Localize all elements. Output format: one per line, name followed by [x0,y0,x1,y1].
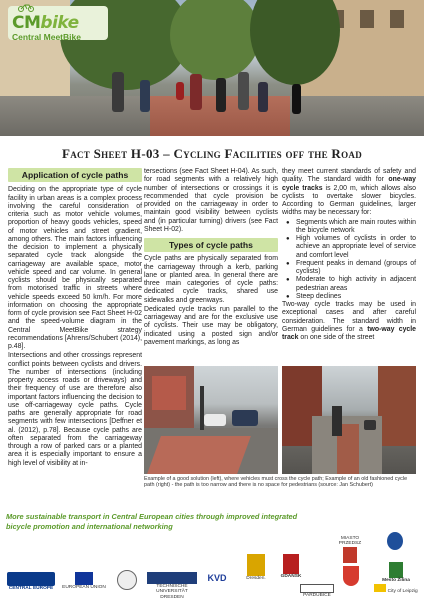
paragraph: Cycle paths are physically separated from the carriageway through a kerb, parking lane or planted area. In general there are three main categories of cycle paths: dedicated cycle tracks, shared use sidewalks and greenways. [144,255,278,304]
gdansk-logo [276,554,306,579]
text-run: Two-way cycle tracks may be used in exceptional cases and after careful consideration. The standard width in German guidelines for a [282,301,416,333]
logo-label: MIASTO PRZEDSZ [338,536,362,547]
logo-label: TECHNISCHE UNIVERSITÄT DRESDEN [156,584,188,600]
bicycle-icon [18,4,34,12]
text-run: on one side of the street [298,334,375,341]
pardubice-logo [300,584,334,598]
list-item: ● Frequent peaks in demand (groups of cyclists) [282,260,416,277]
miasto-logo [332,536,368,563]
column-2 [144,168,278,348]
mesto-zilina-logo [374,562,418,583]
bold-term: two-way cycle track [282,325,416,341]
central-europe-logo [6,572,56,591]
paragraph: Intersections and other crossings represent conflict points between cyclists and drivers. The number of intersections (including property access roads or driveways) and their frequency of use are therefore also important factors influencing the decision to use off-carriageway cycle paths. Cycle paths are generally appropriate for road segments with few intersections [Deffner et al. (2012), p.78]. Because cycle paths are often separated from the carriageway through a row of parked cars or a planted area it is especially important to ensure a high level of visibility at in- [8,352,142,467]
photo-caption: Example of a good solution (left), where vehicles must cross the cycle path; Example of an old fashioned cycle path (right) - the path is too narrow and there is no space for pedestrians (source: Jan Schubert) [144,476,408,489]
column-3 [282,168,416,343]
list-item: ● Segments which are main routes within the bicycle network [282,219,416,236]
logo-label: PARDUBICE [303,593,331,598]
paragraph: Dedicated cycle tracks run parallel to the carriageway and are for the exclusive use of cyclists. Their use may be obligatory, indicated using a posted sign and/or pavement markings, as long as [144,305,278,346]
section-heading-application: Application of cycle paths [8,168,142,182]
logo-label: KVD [207,573,227,583]
paragraph: Deciding on the appropriate type of cycle facility in urban areas is a complex process involving the careful consideration of criteria such as motor vehicle volumes, proportion of heavy goods vehicles, speed of motor vehicles and street gradient, among others. The main factors influencing the decision to implement a physically separated cycle track alongside the carriageway are available space, motor vehicle speed and car volume. In general cyclists should be physically separated from motorised traffic in streets where vehicle speeds exceed 50 km/h. For more information on choosing the appropriate form of cycle provision see Fact Sheet H-02 and the speed-volume diagram in the Central MeetBike strategy recommendations [Ahrens/Schubert (2014), p.48]. [8,186,142,350]
project-tagline: More sustainable transport in Central European cities through improved integrated bicycle promotion and international networking [6,512,298,531]
eu-logo [62,572,106,590]
paragraph: tersections (see Fact Sheet H-04). As such, for road segments with a relatively high number of intersections or crossings it is recommended that cycle provision be provided on the carriageway in order to maintain good visibility between cyclists and (in particular turning) drivers (see Fact Sheet H-02). [144,168,278,233]
text-run: is 2,00 m, which allows also cyclists to overtake slower bicycles. According to German guidelines, larger widths may be necessary for: [282,184,417,217]
dresden-logo [244,554,268,581]
crest-logo [380,532,410,550]
logo-label: Mesto Žilina [382,578,410,583]
photo-good-cycle-path [144,366,278,474]
logo-label: City of Leipzig [387,589,418,594]
logo-label: Dresden. [246,576,266,581]
list-item: ● Moderate to high activity in adjacent pedestrian areas [282,276,416,293]
page-title: Fact Sheet H-03 – Cycling Facilities off the Road [61,146,363,161]
photo-old-cycle-path [282,366,416,474]
list-item: ● High volumes of cyclists in order to achieve an appropriate level of service and comfort level [282,235,416,260]
cmbike-logo [8,6,108,40]
partner-logos [0,528,424,600]
logo-accent: bike [40,13,79,33]
bold-term: one-way cycle tracks [282,176,416,192]
shield-logo [340,566,362,586]
seal-logo [114,570,140,590]
paragraph [282,168,416,218]
leipzig-logo [372,584,420,594]
kvd-logo [202,572,232,584]
logo-subtitle: Central MeetBike [12,32,81,42]
column-1 [8,168,142,469]
logo-label: GDAŃSK [280,574,302,579]
paragraph [282,301,416,342]
logo-main: CM [12,13,41,33]
logo-label: EUROPEAN UNION [62,585,106,590]
bullet-list [282,219,416,302]
tu-dresden-logo [146,572,198,600]
list-item: ● Steep declines [282,293,416,301]
section-heading-types: Types of cycle paths [144,238,278,252]
logo-label: CENTRAL EUROPE [8,586,54,591]
text-run: they meet current standards of safety and quality. The standard width for [282,168,416,184]
